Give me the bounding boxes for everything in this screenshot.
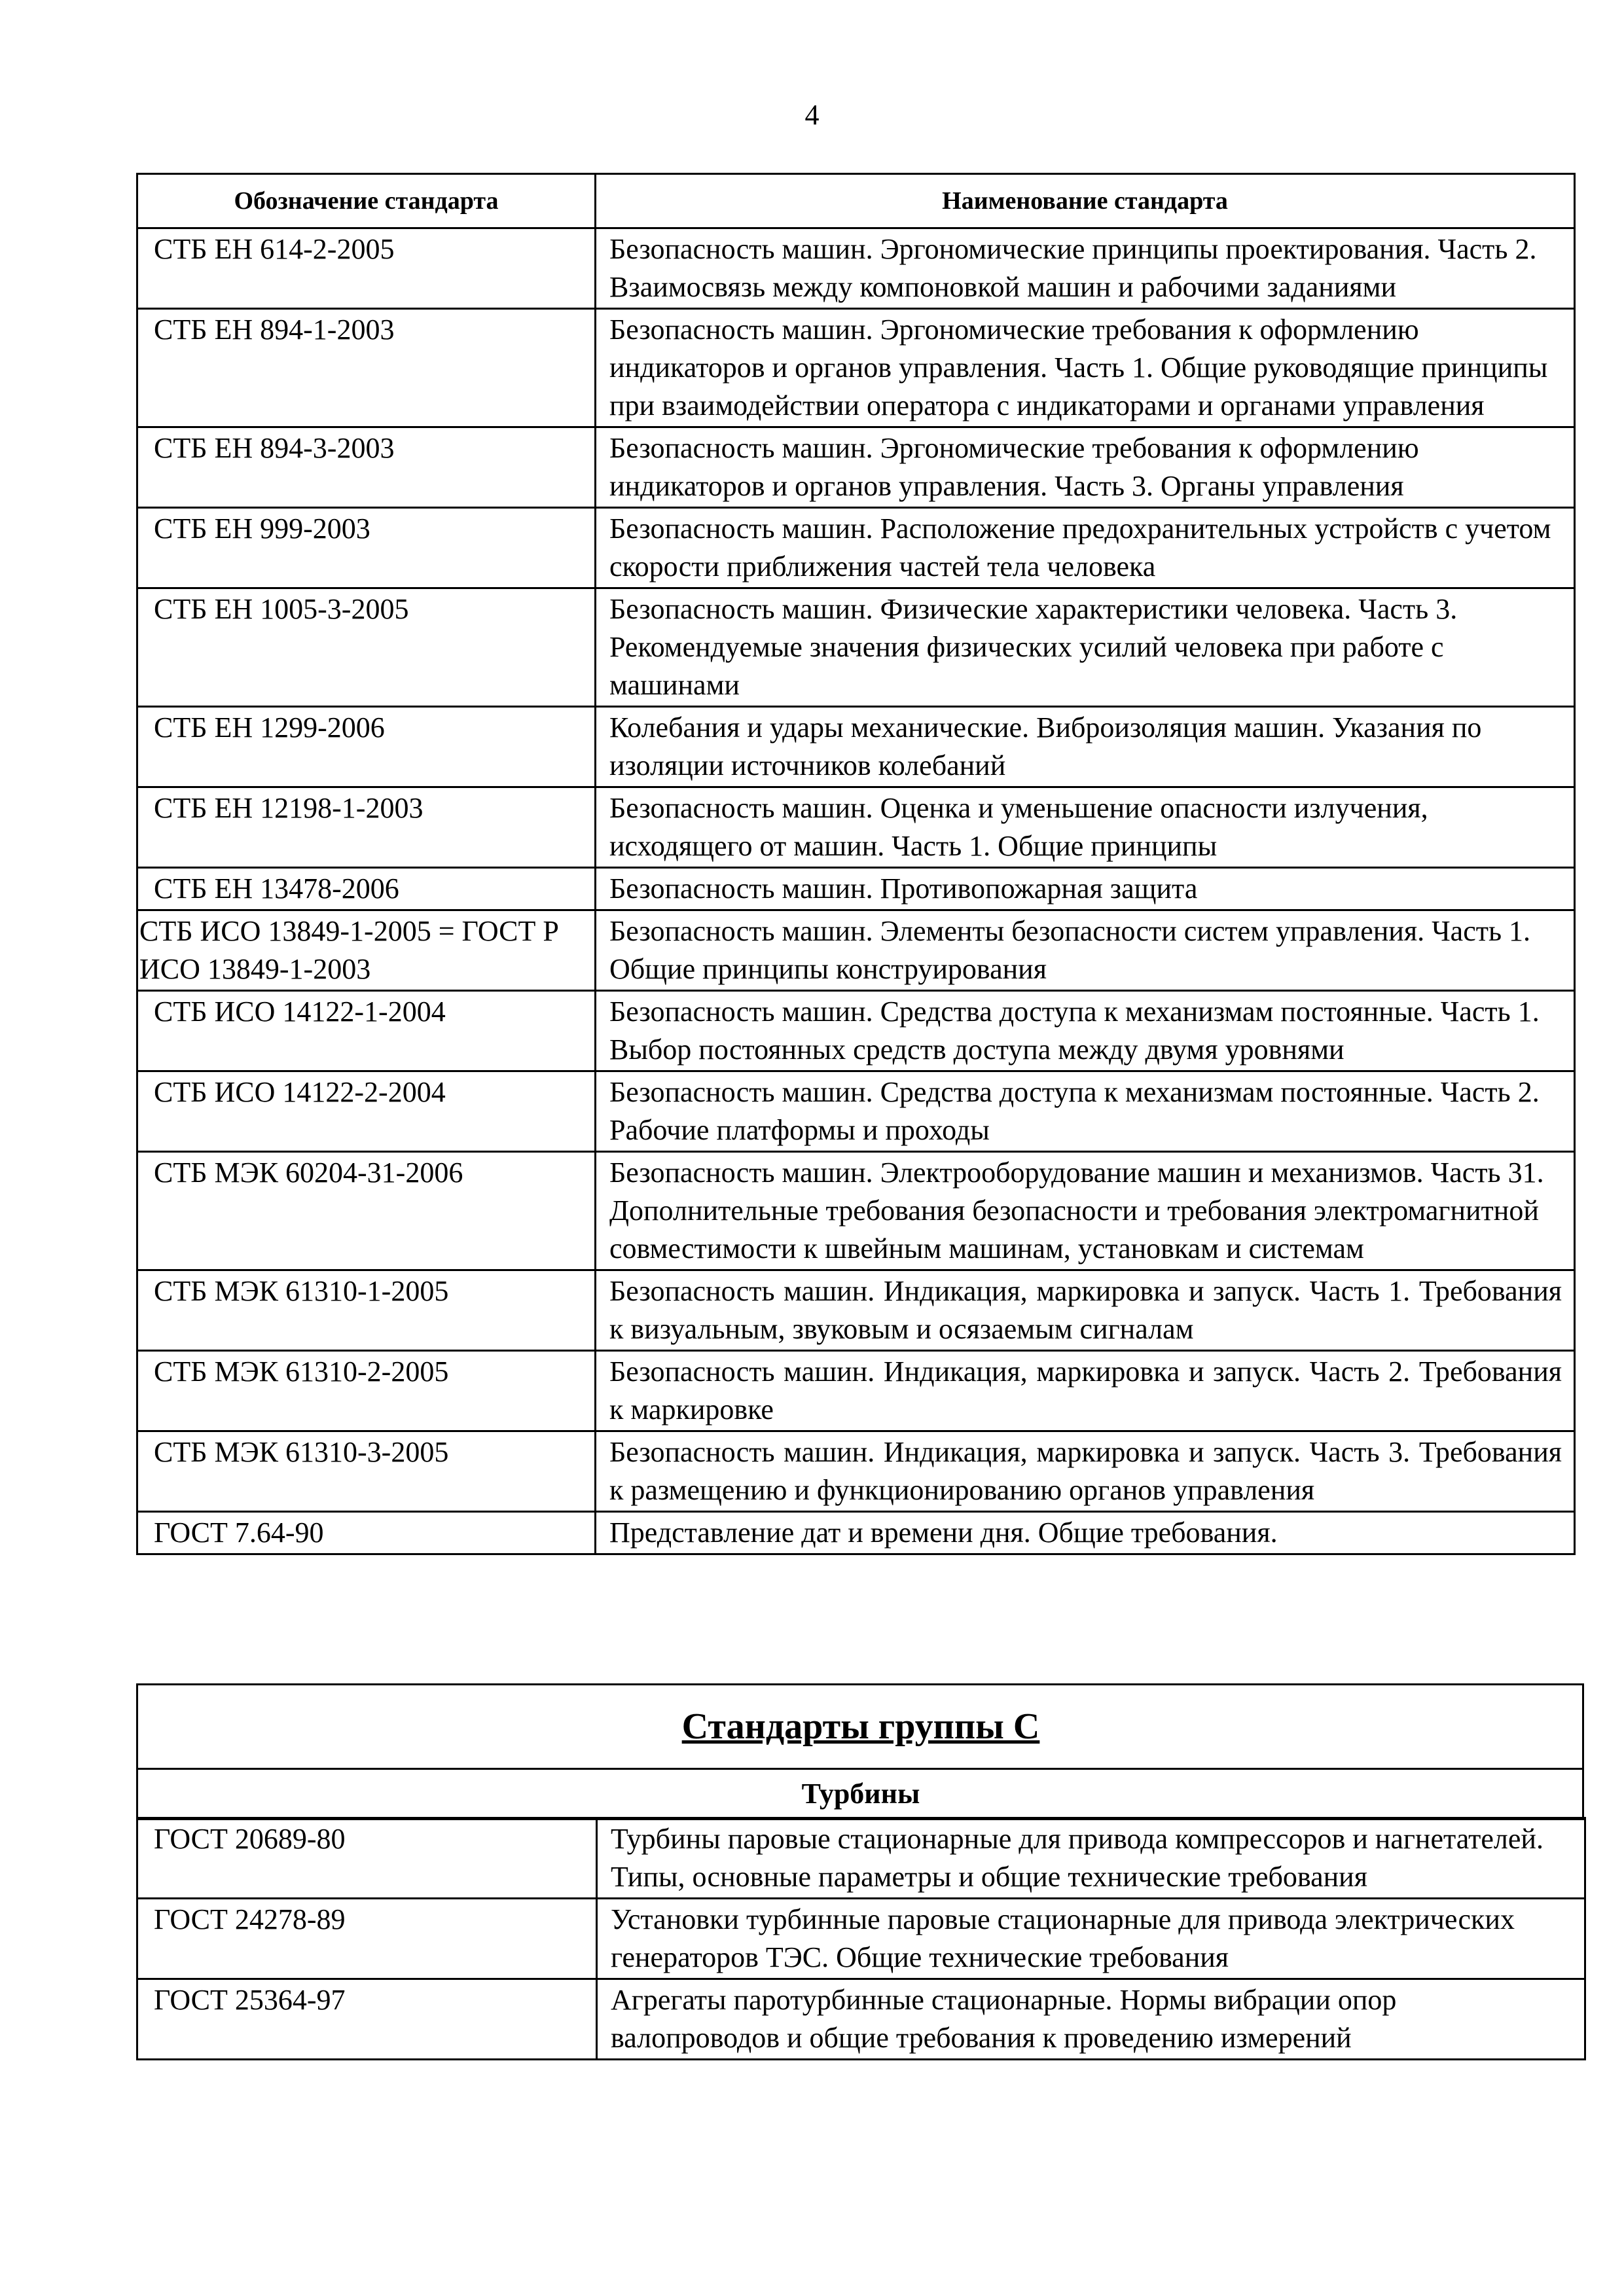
standard-name: Представление дат и времени дня. Общие требования. xyxy=(596,1512,1575,1554)
standard-code: СТБ ЕН 894-3-2003 xyxy=(137,427,596,508)
standard-code: СТБ ИСО 14122-2-2004 xyxy=(137,1071,596,1152)
standard-name: Безопасность машин. Расположение предохранительных устройств с учетом скорости приближения частей тела человека xyxy=(596,508,1575,588)
standard-code: СТБ ЕН 1005-3-2005 xyxy=(137,588,596,707)
table-row xyxy=(137,787,1575,868)
table-row xyxy=(137,1818,1585,1899)
table-row xyxy=(137,1979,1585,2060)
header-name: Наименование стандарта xyxy=(596,174,1575,228)
standard-code: СТБ ИСО 14122-1-2004 xyxy=(137,991,596,1071)
table-row xyxy=(137,910,1575,991)
standard-name: Безопасность машин. Средства доступа к механизмам постоянные. Часть 2. Рабочие платформы и проходы xyxy=(596,1071,1575,1152)
table-row xyxy=(137,991,1575,1071)
standards-table xyxy=(136,173,1576,1555)
standard-code: СТБ ИСО 13849-1-2005 = ГОСТ Р ИСО 13849-1-2003 xyxy=(137,910,596,991)
standard-code: СТБ ЕН 1299-2006 xyxy=(137,707,596,787)
standard-code: СТБ МЭК 61310-1-2005 xyxy=(137,1270,596,1351)
standard-code: ГОСТ 25364-97 xyxy=(137,1979,597,2060)
page-number: 4 xyxy=(804,99,820,131)
turbine-standards-table xyxy=(136,1817,1586,2060)
standard-code: СТБ ЕН 894-1-2003 xyxy=(137,309,596,427)
table-row xyxy=(137,228,1575,309)
table-row xyxy=(137,868,1575,910)
standard-code: СТБ МЭК 60204-31-2006 xyxy=(137,1152,596,1270)
standard-code: СТБ МЭК 61310-3-2005 xyxy=(137,1431,596,1512)
standard-name: Безопасность машин. Противопожарная защита xyxy=(596,868,1575,910)
table-row xyxy=(137,1270,1575,1351)
table-row xyxy=(137,707,1575,787)
group-title: Стандарты группы С xyxy=(137,1685,1583,1769)
subgroup-title-row xyxy=(137,1769,1583,1820)
table-row xyxy=(137,588,1575,707)
table-row xyxy=(137,1899,1585,1979)
standard-name: Безопасность машин. Эргономические требования к оформлению индикаторов и органов управления. Часть 1. Общие руководящие принципы при взаимодействии оператора с индикаторами и органами управления xyxy=(596,309,1575,427)
standard-code: СТБ ЕН 614-2-2005 xyxy=(137,228,596,309)
standard-code: СТБ ЕН 999-2003 xyxy=(137,508,596,588)
standard-name: Турбины паровые стационарные для привода компрессоров и нагнетателей. Типы, основные параметры и общие технические требования xyxy=(597,1818,1585,1899)
table-row xyxy=(137,1431,1575,1512)
table-row xyxy=(137,508,1575,588)
header-code: Обозначение стандарта xyxy=(137,174,596,228)
group-heading-table xyxy=(136,1683,1584,1820)
subgroup-title: Турбины xyxy=(137,1769,1583,1820)
standard-name: Безопасность машин. Индикация, маркировка и запуск. Часть 3. Требования к размещению и функционированию органов управления xyxy=(596,1431,1575,1512)
table-row xyxy=(137,1512,1575,1554)
table-row xyxy=(137,309,1575,427)
table-row xyxy=(137,1152,1575,1270)
standard-name: Установки турбинные паровые стационарные для привода электрических генераторов ТЭС. Общие технические требования xyxy=(597,1899,1585,1979)
standard-name: Безопасность машин. Физические характеристики человека. Часть 3. Рекомендуемые значения физических усилий человека при работе с машинами xyxy=(596,588,1575,707)
standard-code: ГОСТ 7.64-90 xyxy=(137,1512,596,1554)
table-row xyxy=(137,1351,1575,1431)
standard-name: Безопасность машин. Электрооборудование машин и механизмов. Часть 31. Дополнительные требования безопасности и требования электромагнитной совместимости к швейным машинам, установкам и системам xyxy=(596,1152,1575,1270)
table-row xyxy=(137,427,1575,508)
standard-code: ГОСТ 20689-80 xyxy=(137,1818,597,1899)
standard-name: Агрегаты паротурбинные стационарные. Нормы вибрации опор валопроводов и общие требования к проведению измерений xyxy=(597,1979,1585,2060)
standard-name: Безопасность машин. Средства доступа к механизмам постоянные. Часть 1. Выбор постоянных средств доступа между двумя уровнями xyxy=(596,991,1575,1071)
standard-name: Безопасность машин. Индикация, маркировка и запуск. Часть 2. Требования к маркировке xyxy=(596,1351,1575,1431)
standard-name: Колебания и удары механические. Виброизоляция машин. Указания по изоляции источников колебаний xyxy=(596,707,1575,787)
standard-name: Безопасность машин. Элементы безопасности систем управления. Часть 1. Общие принципы конструирования xyxy=(596,910,1575,991)
group-title-row xyxy=(137,1685,1583,1769)
standard-code: СТБ МЭК 61310-2-2005 xyxy=(137,1351,596,1431)
standard-name: Безопасность машин. Индикация, маркировка и запуск. Часть 1. Требования к визуальным, звуковым и осязаемым сигналам xyxy=(596,1270,1575,1351)
standard-code: ГОСТ 24278-89 xyxy=(137,1899,597,1979)
standard-name: Безопасность машин. Эргономические требования к оформлению индикаторов и органов управления. Часть 3. Органы управления xyxy=(596,427,1575,508)
standard-name: Безопасность машин. Эргономические принципы проектирования. Часть 2. Взаимосвязь между компоновкой машин и рабочими заданиями xyxy=(596,228,1575,309)
standard-name: Безопасность машин. Оценка и уменьшение опасности излучения, исходящего от машин. Часть 1. Общие принципы xyxy=(596,787,1575,868)
standard-code: СТБ ЕН 12198-1-2003 xyxy=(137,787,596,868)
table-header-row xyxy=(137,174,1575,228)
table-row xyxy=(137,1071,1575,1152)
standard-code: СТБ ЕН 13478-2006 xyxy=(137,868,596,910)
